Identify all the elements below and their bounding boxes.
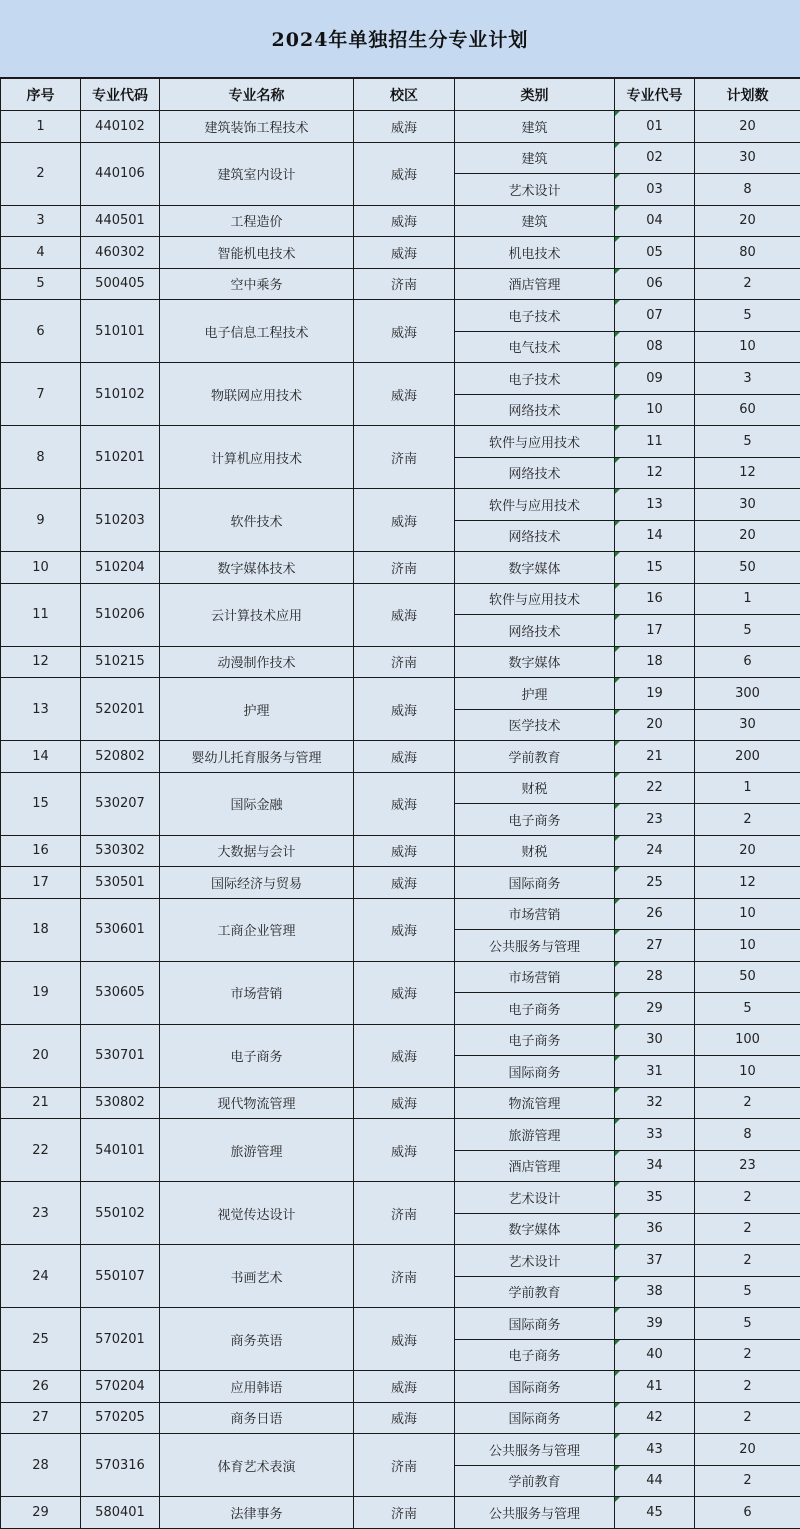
- major-name-cell: 数字媒体技术: [160, 552, 354, 584]
- category-cell: 网络技术: [455, 394, 615, 426]
- campus-cell: 威海: [354, 1024, 455, 1087]
- major-code-cell: 510204: [81, 552, 160, 584]
- major-name-cell: 现代物流管理: [160, 1087, 354, 1119]
- category-cell: 医学技术: [455, 709, 615, 741]
- serial-cell: 12: [1, 646, 81, 678]
- plan-count-cell: 20: [695, 835, 800, 867]
- major-name-cell: 商务英语: [160, 1308, 354, 1371]
- campus-cell: 威海: [354, 1087, 455, 1119]
- major-number-cell: 06: [615, 268, 695, 300]
- plan-count-cell: 23: [695, 1150, 800, 1182]
- major-number-cell: 30: [615, 1024, 695, 1056]
- category-cell: 电子商务: [455, 804, 615, 836]
- table-row: [1, 1434, 800, 1466]
- table-row: [1, 1245, 800, 1277]
- category-cell: 数字媒体: [455, 552, 615, 584]
- major-code-cell: 460302: [81, 237, 160, 269]
- table-row: [1, 1497, 800, 1529]
- category-cell: 软件与应用技术: [455, 489, 615, 521]
- table-row: [1, 1308, 800, 1340]
- major-number-cell: 05: [615, 237, 695, 269]
- table-row: [1, 1087, 800, 1119]
- major-number-cell: 09: [615, 363, 695, 395]
- campus-cell: 威海: [354, 583, 455, 646]
- plan-count-cell: 5: [695, 1308, 800, 1340]
- table-row: [1, 489, 800, 521]
- serial-cell: 21: [1, 1087, 81, 1119]
- major-number-cell: 31: [615, 1056, 695, 1088]
- plan-count-cell: 12: [695, 867, 800, 899]
- category-cell: 网络技术: [455, 615, 615, 647]
- plan-count-cell: 50: [695, 552, 800, 584]
- plan-count-cell: 5: [695, 1276, 800, 1308]
- plan-count-cell: 200: [695, 741, 800, 773]
- category-cell: 酒店管理: [455, 1150, 615, 1182]
- category-cell: 学前教育: [455, 1465, 615, 1497]
- plan-count-cell: 5: [695, 615, 800, 647]
- header-plan-count: 计划数: [695, 79, 800, 111]
- category-cell: 公共服务与管理: [455, 1497, 615, 1529]
- major-number-cell: 16: [615, 583, 695, 615]
- serial-cell: 11: [1, 583, 81, 646]
- major-number-cell: 25: [615, 867, 695, 899]
- category-cell: 学前教育: [455, 741, 615, 773]
- plan-count-cell: 2: [695, 268, 800, 300]
- campus-cell: 威海: [354, 678, 455, 741]
- major-number-cell: 11: [615, 426, 695, 458]
- category-cell: 网络技术: [455, 457, 615, 489]
- serial-cell: 6: [1, 300, 81, 363]
- category-cell: 电子商务: [455, 993, 615, 1025]
- category-cell: 电子商务: [455, 1339, 615, 1371]
- major-number-cell: 28: [615, 961, 695, 993]
- table-row: [1, 867, 800, 899]
- campus-cell: 威海: [354, 237, 455, 269]
- campus-cell: 济南: [354, 268, 455, 300]
- campus-cell: 济南: [354, 1245, 455, 1308]
- major-name-cell: 应用韩语: [160, 1371, 354, 1403]
- plan-count-cell: 6: [695, 646, 800, 678]
- table-row: [1, 1371, 800, 1403]
- serial-cell: 13: [1, 678, 81, 741]
- major-number-cell: 34: [615, 1150, 695, 1182]
- campus-cell: 威海: [354, 489, 455, 552]
- major-code-cell: 530302: [81, 835, 160, 867]
- plan-count-cell: 10: [695, 331, 800, 363]
- major-name-cell: 电子商务: [160, 1024, 354, 1087]
- campus-cell: 济南: [354, 1182, 455, 1245]
- major-code-cell: 540101: [81, 1119, 160, 1182]
- campus-cell: 威海: [354, 772, 455, 835]
- serial-cell: 28: [1, 1434, 81, 1497]
- category-cell: 公共服务与管理: [455, 930, 615, 962]
- major-code-cell: 520802: [81, 741, 160, 773]
- plan-count-cell: 2: [695, 1371, 800, 1403]
- major-number-cell: 27: [615, 930, 695, 962]
- table-row: [1, 961, 800, 993]
- table-row: [1, 300, 800, 332]
- category-cell: 艺术设计: [455, 174, 615, 206]
- major-code-cell: 530207: [81, 772, 160, 835]
- major-name-cell: 书画艺术: [160, 1245, 354, 1308]
- major-code-cell: 510201: [81, 426, 160, 489]
- major-code-cell: 570204: [81, 1371, 160, 1403]
- serial-cell: 17: [1, 867, 81, 899]
- table-row: [1, 1024, 800, 1056]
- serial-cell: 1: [1, 111, 81, 143]
- table-row: [1, 835, 800, 867]
- category-cell: 软件与应用技术: [455, 583, 615, 615]
- plan-count-cell: 30: [695, 142, 800, 174]
- major-number-cell: 45: [615, 1497, 695, 1529]
- major-name-cell: 视觉传达设计: [160, 1182, 354, 1245]
- category-cell: 建筑: [455, 205, 615, 237]
- plan-count-cell: 2: [695, 1465, 800, 1497]
- serial-cell: 27: [1, 1402, 81, 1434]
- table-row: [1, 1119, 800, 1151]
- major-number-cell: 20: [615, 709, 695, 741]
- major-code-cell: 550102: [81, 1182, 160, 1245]
- campus-cell: 威海: [354, 835, 455, 867]
- major-name-cell: 软件技术: [160, 489, 354, 552]
- campus-cell: 威海: [354, 1119, 455, 1182]
- major-number-cell: 07: [615, 300, 695, 332]
- table-row: [1, 142, 800, 174]
- major-name-cell: 国际经济与贸易: [160, 867, 354, 899]
- major-number-cell: 40: [615, 1339, 695, 1371]
- plan-count-cell: 1: [695, 583, 800, 615]
- table-row: [1, 1402, 800, 1434]
- serial-cell: 24: [1, 1245, 81, 1308]
- major-number-cell: 12: [615, 457, 695, 489]
- major-number-cell: 08: [615, 331, 695, 363]
- category-cell: 护理: [455, 678, 615, 710]
- plan-count-cell: 8: [695, 1119, 800, 1151]
- campus-cell: 威海: [354, 1402, 455, 1434]
- serial-cell: 23: [1, 1182, 81, 1245]
- major-code-cell: 570316: [81, 1434, 160, 1497]
- major-name-cell: 体育艺术表演: [160, 1434, 354, 1497]
- major-number-cell: 23: [615, 804, 695, 836]
- table-row: [1, 363, 800, 395]
- major-number-cell: 43: [615, 1434, 695, 1466]
- serial-cell: 19: [1, 961, 81, 1024]
- plan-count-cell: 100: [695, 1024, 800, 1056]
- major-number-cell: 14: [615, 520, 695, 552]
- major-code-cell: 550107: [81, 1245, 160, 1308]
- table-row: [1, 646, 800, 678]
- category-cell: 学前教育: [455, 1276, 615, 1308]
- major-number-cell: 36: [615, 1213, 695, 1245]
- category-cell: 市场营销: [455, 961, 615, 993]
- major-code-cell: 440102: [81, 111, 160, 143]
- serial-cell: 29: [1, 1497, 81, 1529]
- campus-cell: 威海: [354, 300, 455, 363]
- serial-cell: 7: [1, 363, 81, 426]
- major-code-cell: 510215: [81, 646, 160, 678]
- category-cell: 酒店管理: [455, 268, 615, 300]
- serial-cell: 15: [1, 772, 81, 835]
- major-code-cell: 510102: [81, 363, 160, 426]
- major-name-cell: 国际金融: [160, 772, 354, 835]
- major-name-cell: 商务日语: [160, 1402, 354, 1434]
- major-code-cell: 570205: [81, 1402, 160, 1434]
- serial-cell: 16: [1, 835, 81, 867]
- plan-count-cell: 3: [695, 363, 800, 395]
- category-cell: 机电技术: [455, 237, 615, 269]
- major-number-cell: 15: [615, 552, 695, 584]
- category-cell: 软件与应用技术: [455, 426, 615, 458]
- title-bar: [0, 0, 800, 78]
- major-number-cell: 41: [615, 1371, 695, 1403]
- header-row: [1, 79, 800, 111]
- major-number-cell: 33: [615, 1119, 695, 1151]
- serial-cell: 18: [1, 898, 81, 961]
- campus-cell: 威海: [354, 363, 455, 426]
- major-code-cell: 530802: [81, 1087, 160, 1119]
- campus-cell: 威海: [354, 961, 455, 1024]
- header-major-code: 专业代码: [81, 79, 160, 111]
- major-name-cell: 智能机电技术: [160, 237, 354, 269]
- plan-count-cell: 2: [695, 1182, 800, 1214]
- major-number-cell: 37: [615, 1245, 695, 1277]
- category-cell: 电气技术: [455, 331, 615, 363]
- plan-count-cell: 2: [695, 1339, 800, 1371]
- plan-table: [0, 78, 800, 1529]
- serial-cell: 9: [1, 489, 81, 552]
- serial-cell: 26: [1, 1371, 81, 1403]
- major-number-cell: 35: [615, 1182, 695, 1214]
- table-row: [1, 111, 800, 143]
- category-cell: 国际商务: [455, 1056, 615, 1088]
- major-name-cell: 空中乘务: [160, 268, 354, 300]
- campus-cell: 威海: [354, 867, 455, 899]
- category-cell: 建筑: [455, 111, 615, 143]
- major-name-cell: 大数据与会计: [160, 835, 354, 867]
- plan-count-cell: 8: [695, 174, 800, 206]
- campus-cell: 济南: [354, 426, 455, 489]
- campus-cell: 威海: [354, 1308, 455, 1371]
- header-serial: 序号: [1, 79, 81, 111]
- major-number-cell: 38: [615, 1276, 695, 1308]
- major-number-cell: 18: [615, 646, 695, 678]
- plan-count-cell: 2: [695, 1087, 800, 1119]
- category-cell: 国际商务: [455, 1402, 615, 1434]
- category-cell: 市场营销: [455, 898, 615, 930]
- major-number-cell: 22: [615, 772, 695, 804]
- plan-count-cell: 20: [695, 520, 800, 552]
- category-cell: 建筑: [455, 142, 615, 174]
- serial-cell: 25: [1, 1308, 81, 1371]
- major-name-cell: 旅游管理: [160, 1119, 354, 1182]
- plan-count-cell: 2: [695, 1245, 800, 1277]
- major-name-cell: 电子信息工程技术: [160, 300, 354, 363]
- campus-cell: 威海: [354, 142, 455, 205]
- plan-count-cell: 20: [695, 205, 800, 237]
- plan-count-cell: 30: [695, 709, 800, 741]
- major-code-cell: 510101: [81, 300, 160, 363]
- major-code-cell: 530605: [81, 961, 160, 1024]
- category-cell: 艺术设计: [455, 1182, 615, 1214]
- major-code-cell: 520201: [81, 678, 160, 741]
- major-number-cell: 39: [615, 1308, 695, 1340]
- major-number-cell: 01: [615, 111, 695, 143]
- plan-table-body: [1, 111, 800, 1529]
- category-cell: 财税: [455, 772, 615, 804]
- table-row: [1, 552, 800, 584]
- campus-cell: 威海: [354, 1371, 455, 1403]
- table-row: [1, 898, 800, 930]
- plan-count-cell: 5: [695, 426, 800, 458]
- major-code-cell: 530601: [81, 898, 160, 961]
- category-cell: 公共服务与管理: [455, 1434, 615, 1466]
- category-cell: 电子商务: [455, 1024, 615, 1056]
- campus-cell: 济南: [354, 552, 455, 584]
- plan-count-cell: 12: [695, 457, 800, 489]
- major-number-cell: 17: [615, 615, 695, 647]
- plan-count-cell: 80: [695, 237, 800, 269]
- major-number-cell: 32: [615, 1087, 695, 1119]
- header-category: 类别: [455, 79, 615, 111]
- campus-cell: 济南: [354, 646, 455, 678]
- plan-count-cell: 2: [695, 1213, 800, 1245]
- plan-count-cell: 5: [695, 993, 800, 1025]
- table-row: [1, 583, 800, 615]
- major-number-cell: 42: [615, 1402, 695, 1434]
- major-name-cell: 建筑室内设计: [160, 142, 354, 205]
- major-number-cell: 03: [615, 174, 695, 206]
- plan-count-cell: 5: [695, 300, 800, 332]
- campus-cell: 威海: [354, 898, 455, 961]
- major-number-cell: 24: [615, 835, 695, 867]
- serial-cell: 10: [1, 552, 81, 584]
- campus-cell: 济南: [354, 1434, 455, 1497]
- major-code-cell: 580401: [81, 1497, 160, 1529]
- serial-cell: 14: [1, 741, 81, 773]
- category-cell: 数字媒体: [455, 646, 615, 678]
- campus-cell: 济南: [354, 1497, 455, 1529]
- major-name-cell: 云计算技术应用: [160, 583, 354, 646]
- major-code-cell: 440501: [81, 205, 160, 237]
- major-name-cell: 法律事务: [160, 1497, 354, 1529]
- major-name-cell: 工程造价: [160, 205, 354, 237]
- major-code-cell: 500405: [81, 268, 160, 300]
- serial-cell: 5: [1, 268, 81, 300]
- major-name-cell: 护理: [160, 678, 354, 741]
- major-number-cell: 29: [615, 993, 695, 1025]
- major-number-cell: 04: [615, 205, 695, 237]
- serial-cell: 3: [1, 205, 81, 237]
- campus-cell: 威海: [354, 741, 455, 773]
- table-row: [1, 678, 800, 710]
- category-cell: 财税: [455, 835, 615, 867]
- plan-count-cell: 1: [695, 772, 800, 804]
- page-title: 2024年单独招生分专业计划: [272, 25, 529, 52]
- major-name-cell: 建筑装饰工程技术: [160, 111, 354, 143]
- plan-count-cell: 10: [695, 930, 800, 962]
- plan-count-cell: 20: [695, 111, 800, 143]
- major-name-cell: 动漫制作技术: [160, 646, 354, 678]
- header-campus: 校区: [354, 79, 455, 111]
- major-code-cell: 530701: [81, 1024, 160, 1087]
- serial-cell: 8: [1, 426, 81, 489]
- table-row: [1, 205, 800, 237]
- plan-count-cell: 60: [695, 394, 800, 426]
- plan-count-cell: 10: [695, 898, 800, 930]
- table-row: [1, 426, 800, 458]
- plan-count-cell: 50: [695, 961, 800, 993]
- plan-count-cell: 20: [695, 1434, 800, 1466]
- serial-cell: 2: [1, 142, 81, 205]
- major-code-cell: 510203: [81, 489, 160, 552]
- major-number-cell: 26: [615, 898, 695, 930]
- major-code-cell: 530501: [81, 867, 160, 899]
- major-code-cell: 440106: [81, 142, 160, 205]
- major-code-cell: 510206: [81, 583, 160, 646]
- serial-cell: 4: [1, 237, 81, 269]
- category-cell: 电子技术: [455, 300, 615, 332]
- major-number-cell: 44: [615, 1465, 695, 1497]
- category-cell: 网络技术: [455, 520, 615, 552]
- serial-cell: 20: [1, 1024, 81, 1087]
- major-number-cell: 21: [615, 741, 695, 773]
- plan-count-cell: 300: [695, 678, 800, 710]
- major-name-cell: 物联网应用技术: [160, 363, 354, 426]
- table-row: [1, 237, 800, 269]
- major-number-cell: 10: [615, 394, 695, 426]
- category-cell: 国际商务: [455, 1308, 615, 1340]
- table-row: [1, 1182, 800, 1214]
- category-cell: 艺术设计: [455, 1245, 615, 1277]
- header-major-number: 专业代号: [615, 79, 695, 111]
- plan-count-cell: 6: [695, 1497, 800, 1529]
- category-cell: 物流管理: [455, 1087, 615, 1119]
- major-name-cell: 婴幼儿托育服务与管理: [160, 741, 354, 773]
- major-name-cell: 市场营销: [160, 961, 354, 1024]
- table-row: [1, 268, 800, 300]
- major-number-cell: 19: [615, 678, 695, 710]
- major-number-cell: 13: [615, 489, 695, 521]
- table-row: [1, 772, 800, 804]
- major-name-cell: 工商企业管理: [160, 898, 354, 961]
- plan-count-cell: 10: [695, 1056, 800, 1088]
- campus-cell: 威海: [354, 111, 455, 143]
- major-code-cell: 570201: [81, 1308, 160, 1371]
- category-cell: 电子技术: [455, 363, 615, 395]
- category-cell: 国际商务: [455, 867, 615, 899]
- header-major-name: 专业名称: [160, 79, 354, 111]
- category-cell: 旅游管理: [455, 1119, 615, 1151]
- category-cell: 数字媒体: [455, 1213, 615, 1245]
- plan-count-cell: 2: [695, 804, 800, 836]
- table-row: [1, 741, 800, 773]
- serial-cell: 22: [1, 1119, 81, 1182]
- plan-count-cell: 30: [695, 489, 800, 521]
- category-cell: 国际商务: [455, 1371, 615, 1403]
- plan-count-cell: 2: [695, 1402, 800, 1434]
- campus-cell: 威海: [354, 205, 455, 237]
- major-number-cell: 02: [615, 142, 695, 174]
- major-name-cell: 计算机应用技术: [160, 426, 354, 489]
